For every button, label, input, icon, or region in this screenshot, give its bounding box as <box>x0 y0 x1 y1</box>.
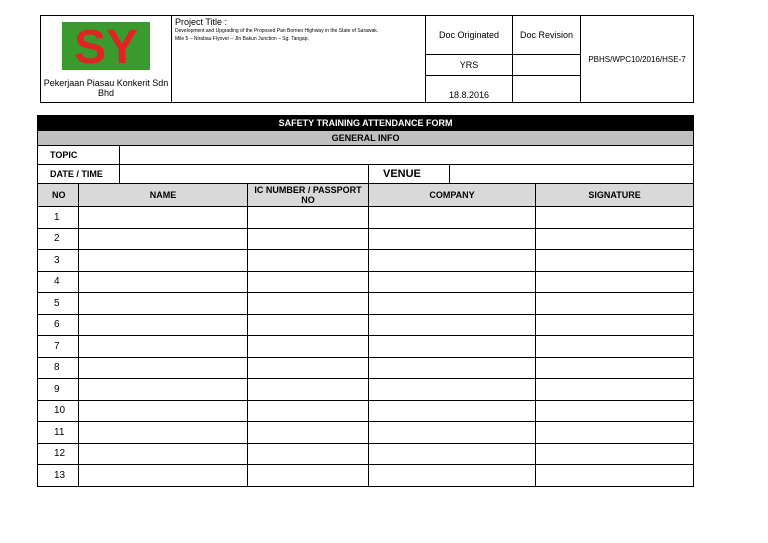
row-number: 5 <box>38 293 79 315</box>
ic-number-cell[interactable] <box>248 357 369 379</box>
project-title-label: Project Title : <box>175 17 228 27</box>
name-cell[interactable] <box>79 250 248 272</box>
row-number: 3 <box>38 250 79 272</box>
company-cell[interactable] <box>369 400 536 422</box>
name-cell[interactable] <box>79 422 248 444</box>
company-cell[interactable] <box>369 271 536 293</box>
signature-cell[interactable] <box>536 250 694 272</box>
signature-cell[interactable] <box>536 336 694 358</box>
company-cell[interactable] <box>369 422 536 444</box>
name-cell[interactable] <box>79 443 248 465</box>
doc-revision-date <box>513 76 581 103</box>
name-cell[interactable] <box>79 357 248 379</box>
row-number: 6 <box>38 314 79 336</box>
company-cell[interactable] <box>369 314 536 336</box>
company-cell[interactable] <box>369 228 536 250</box>
name-cell[interactable] <box>79 465 248 487</box>
doc-date: 18.8.2016 <box>426 76 513 103</box>
ic-number-cell[interactable] <box>248 379 369 401</box>
venue-field[interactable] <box>450 165 694 184</box>
name-cell[interactable] <box>79 207 248 229</box>
company-cell[interactable] <box>369 207 536 229</box>
name-cell[interactable] <box>79 400 248 422</box>
name-cell[interactable] <box>79 314 248 336</box>
attendance-row <box>38 465 694 487</box>
signature-cell[interactable] <box>536 443 694 465</box>
doc-revision-label: Doc Revision <box>513 16 581 55</box>
company-name: Pekerjaan Piasau Konkerit Sdn Bhd <box>43 77 169 98</box>
column-header-ic-number: IC NUMBER / PASSPORT NO <box>248 184 369 207</box>
company-cell[interactable] <box>369 379 536 401</box>
ic-number-cell[interactable] <box>248 336 369 358</box>
attendance-form <box>37 115 694 487</box>
ic-number-cell[interactable] <box>248 314 369 336</box>
attendance-row <box>38 379 694 401</box>
signature-cell[interactable] <box>536 271 694 293</box>
ic-number-cell[interactable] <box>248 443 369 465</box>
doc-originated-label: Doc Originated <box>426 16 513 55</box>
document-header <box>40 15 694 103</box>
topic-label: TOPIC <box>38 146 120 165</box>
company-cell[interactable] <box>369 250 536 272</box>
ic-number-cell[interactable] <box>248 465 369 487</box>
company-logo <box>61 21 151 71</box>
doc-originated-value: YRS <box>426 55 513 76</box>
signature-cell[interactable] <box>536 207 694 229</box>
signature-cell[interactable] <box>536 314 694 336</box>
logo-letters: SY <box>73 20 139 71</box>
attendance-row <box>38 314 694 336</box>
attendance-row <box>38 400 694 422</box>
attendance-row <box>38 228 694 250</box>
column-header-signature: SIGNATURE <box>536 184 694 207</box>
company-cell[interactable] <box>369 336 536 358</box>
ic-number-cell[interactable] <box>248 293 369 315</box>
row-number: 9 <box>38 379 79 401</box>
name-cell[interactable] <box>79 336 248 358</box>
column-header-name: NAME <box>79 184 248 207</box>
datetime-label: DATE / TIME <box>38 165 120 184</box>
doc-revision-value <box>513 55 581 76</box>
ic-number-cell[interactable] <box>248 271 369 293</box>
row-number: 8 <box>38 357 79 379</box>
attendance-row <box>38 271 694 293</box>
company-cell[interactable] <box>369 293 536 315</box>
signature-cell[interactable] <box>536 293 694 315</box>
ic-number-cell[interactable] <box>248 207 369 229</box>
project-location: Mile 5 – Nirabau Flyover – Jln Bakun Junction – Sg. Tangap. <box>175 36 309 42</box>
attendance-row <box>38 422 694 444</box>
signature-cell[interactable] <box>536 465 694 487</box>
section-title: GENERAL INFO <box>38 131 694 146</box>
signature-cell[interactable] <box>536 357 694 379</box>
signature-cell[interactable] <box>536 228 694 250</box>
row-number: 4 <box>38 271 79 293</box>
column-header-no: NO <box>38 184 79 207</box>
company-cell[interactable] <box>369 443 536 465</box>
signature-cell[interactable] <box>536 400 694 422</box>
row-number: 1 <box>38 207 79 229</box>
topic-field[interactable] <box>120 146 694 165</box>
row-number: 7 <box>38 336 79 358</box>
name-cell[interactable] <box>79 228 248 250</box>
ic-number-cell[interactable] <box>248 400 369 422</box>
signature-cell[interactable] <box>536 379 694 401</box>
project-title-cell <box>172 16 426 103</box>
row-number: 10 <box>38 400 79 422</box>
company-cell[interactable] <box>369 357 536 379</box>
attendance-row <box>38 293 694 315</box>
attendance-rows <box>38 207 694 487</box>
signature-cell[interactable] <box>536 422 694 444</box>
attendance-row <box>38 250 694 272</box>
attendance-row <box>38 357 694 379</box>
attendance-row <box>38 207 694 229</box>
company-cell[interactable] <box>369 465 536 487</box>
name-cell[interactable] <box>79 293 248 315</box>
attendance-row <box>38 443 694 465</box>
row-number: 2 <box>38 228 79 250</box>
datetime-field[interactable] <box>120 165 369 184</box>
ic-number-cell[interactable] <box>248 250 369 272</box>
name-cell[interactable] <box>79 379 248 401</box>
company-logo-cell <box>41 16 172 103</box>
attendance-row <box>38 336 694 358</box>
row-number: 11 <box>38 422 79 444</box>
row-number: 13 <box>38 465 79 487</box>
ic-number-cell[interactable] <box>248 422 369 444</box>
column-header-company: COMPANY <box>369 184 536 207</box>
venue-label: VENUE <box>369 165 450 184</box>
project-description: Development and Upgrading of the Proposed Pan Borneo Highway in the State of Sarawak. <box>175 28 379 34</box>
ic-number-cell[interactable] <box>248 228 369 250</box>
row-number: 12 <box>38 443 79 465</box>
doc-number: PBHS/WPC10/2016/HSE-7 <box>581 16 694 103</box>
form-title: SAFETY TRAINING ATTENDANCE FORM <box>38 116 694 131</box>
name-cell[interactable] <box>79 271 248 293</box>
